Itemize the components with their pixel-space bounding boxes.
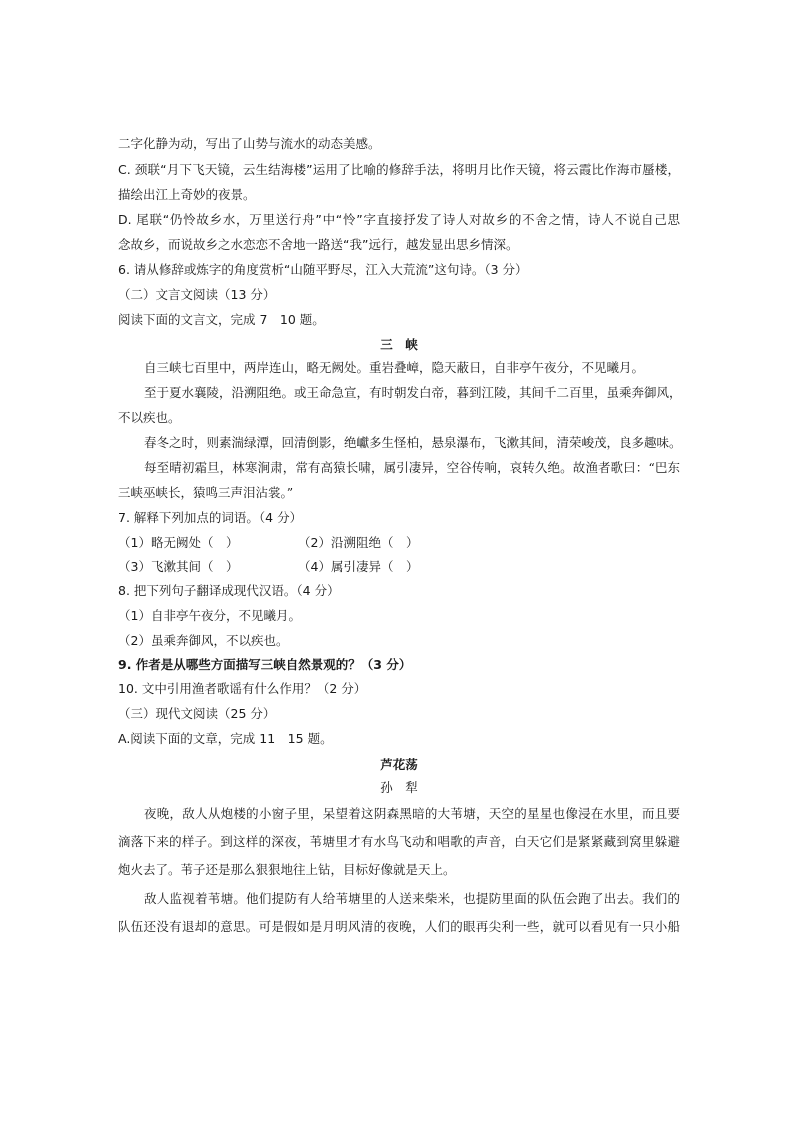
q8-item-1: （1）自非亭午夜分，不见曦月。 <box>118 608 301 623</box>
text-line: 二字化静为动，写出了山势与流水的动态美感。 <box>118 136 381 151</box>
classical-title: 三 峡 <box>380 337 418 352</box>
modern-paragraph-2-line-2: 队伍还没有退却的意思。可是假如是月明风清的夜晚，人们的眼再尖利一些，就可以看见有一只小船 <box>118 919 680 934</box>
question-7: 7. 解释下列加点的词语。（4 分） <box>118 510 303 525</box>
section-heading-classical: （二）文言文阅读（13 分） <box>118 287 276 302</box>
modern-paragraph-1-line-1: 夜晚，敌人从炮楼的小窗子里，呆望着这阴森黑暗的大苇塘，天空的星星也像浸在水里，而且要 <box>144 806 680 821</box>
q7-item-4: （4）属引凄异（ ） <box>298 559 419 574</box>
classical-paragraph-4-line-2: 三峡巫峡长，猿鸣三声泪沾裳。” <box>118 485 294 500</box>
classical-instruction: 阅读下面的文言文，完成 7 10 题。 <box>118 312 325 327</box>
question-9: 9. 作者是从哪些方面描写三峡自然景观的？（3 分） <box>118 657 412 672</box>
classical-paragraph-2-line-2: 不以疾也。 <box>118 410 181 425</box>
q7-item-1: （1）略无阙处（ ） <box>118 535 239 550</box>
option-d-line-1: D. 尾联“仍怜故乡水，万里送行舟”中“怜”字直接抒发了诗人对故乡的不舍之情，诗人不说自己思 <box>118 212 680 227</box>
question-10: 10. 文中引用渔者歌谣有什么作用？（2 分） <box>118 681 367 696</box>
option-c-line-2: 描绘出江上奇妙的夜景。 <box>118 187 256 202</box>
classical-paragraph-1: 自三峡七百里中，两岸连山，略无阙处。重岩叠嶂，隐天蔽日，自非亭午夜分，不见曦月。 <box>144 360 645 375</box>
q7-item-2: （2）沿溯阻绝（ ） <box>298 535 419 550</box>
modern-author: 孙 犁 <box>380 780 418 795</box>
question-6: 6. 请从修辞或炼字的角度赏析“山随平野尽，江入大荒流”这句诗。（3 分） <box>118 262 528 277</box>
classical-paragraph-3: 春冬之时，则素湍绿潭，回清倒影，绝巘多生怪柏，悬泉瀑布，飞漱其间，清荣峻茂，良多趣味。 <box>144 435 682 450</box>
classical-paragraph-2-line-1: 至于夏水襄陵，沿溯阻绝。或王命急宣，有时朝发白帝，暮到江陵，其间千二百里，虽乘奔御风， <box>144 385 682 400</box>
question-8: 8. 把下列句子翻译成现代汉语。（4 分） <box>118 583 340 598</box>
classical-paragraph-4-line-1: 每至晴初霜旦，林寒涧肃，常有高猿长啸，属引凄异，空谷传响，哀转久绝。故渔者歌曰：“巴东 <box>144 460 680 475</box>
option-d-line-2: 念故乡，而说故乡之水恋恋不舍地一路送“我”远行，越发显出思乡情深。 <box>118 237 519 252</box>
modern-title: 芦花荡 <box>380 757 418 772</box>
option-c-line-1: C. 颈联“月下飞天镜，云生结海楼”运用了比喻的修辞手法，将明月比作天镜，将云霞比作海市蜃楼， <box>118 162 680 177</box>
q8-item-2: （2）虽乘奔御风，不以疾也。 <box>118 633 289 648</box>
section-heading-modern: （三）现代文阅读（25 分） <box>118 706 276 721</box>
modern-paragraph-2-line-1: 敌人监视着苇塘。他们提防有人给苇塘里的人送来柴米，也提防里面的队伍会跑了出去。我们的 <box>144 891 680 906</box>
modern-paragraph-1-line-2: 滴落下来的样子。到这样的深夜，苇塘里才有水鸟飞动和唱歌的声音，白天它们是紧紧藏到窝里躲避 <box>118 834 680 849</box>
modern-instruction: A.阅读下面的文章，完成 11 15 题。 <box>118 731 333 746</box>
modern-paragraph-1-line-3: 炮火去了。苇子还是那么狠狠地往上钻，目标好像就是天上。 <box>118 862 456 877</box>
q7-item-3: （3）飞漱其间（ ） <box>118 559 239 574</box>
